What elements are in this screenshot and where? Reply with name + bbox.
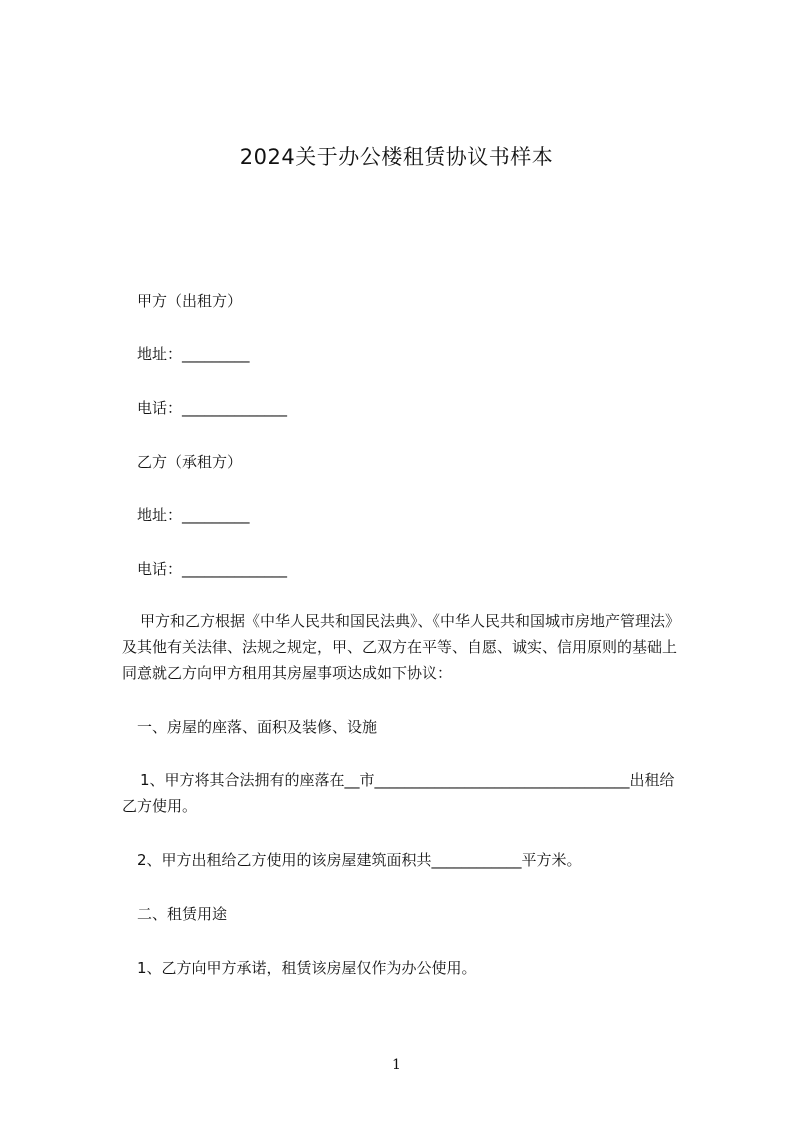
section-1-item-1-line-2: 乙方使用。 [122,797,198,815]
section-2-heading: 二、租赁用途 [137,905,228,923]
party-b-address: 地址：_________ [137,506,250,524]
party-a-phone: 电话：______________ [137,399,288,417]
party-b-heading: 乙方（承租方） [137,453,243,471]
preamble-line-2: 及其他有关法律、法规之规定，甲、乙双方在平等、自愿、诚实、信用原则的基础上 [122,638,678,656]
preamble-line-1: 甲方和乙方根据《中华人民共和国民法典》、《中华人民共和国城市房地产管理法》 [140,612,681,630]
document-title: 2024关于办公楼租赁协议书样本 [239,145,554,169]
party-a-address: 地址：_________ [137,345,250,363]
preamble-paragraph [122,608,722,686]
section-2-item-1: 1、乙方向甲方承诺，租赁该房屋仅作为办公使用。 [137,959,477,977]
preamble-line-3: 同意就乙方向甲方租用其房屋事项达成如下协议： [122,664,453,682]
section-1-item-1-line-1: 1、甲方将其合法拥有的座落在__市__________________________________出租给 [140,771,675,789]
page-number: 1 [392,1057,401,1073]
party-a-heading: 甲方（出租方） [137,292,243,310]
section-1-heading: 一、房屋的座落、面积及装修、设施 [137,718,378,736]
section-1-item-2: 2、甲方出租给乙方使用的该房屋建筑面积共____________平方米。 [137,851,582,869]
party-b-phone: 电话：______________ [137,560,288,578]
section-1-item-1 [122,767,722,819]
